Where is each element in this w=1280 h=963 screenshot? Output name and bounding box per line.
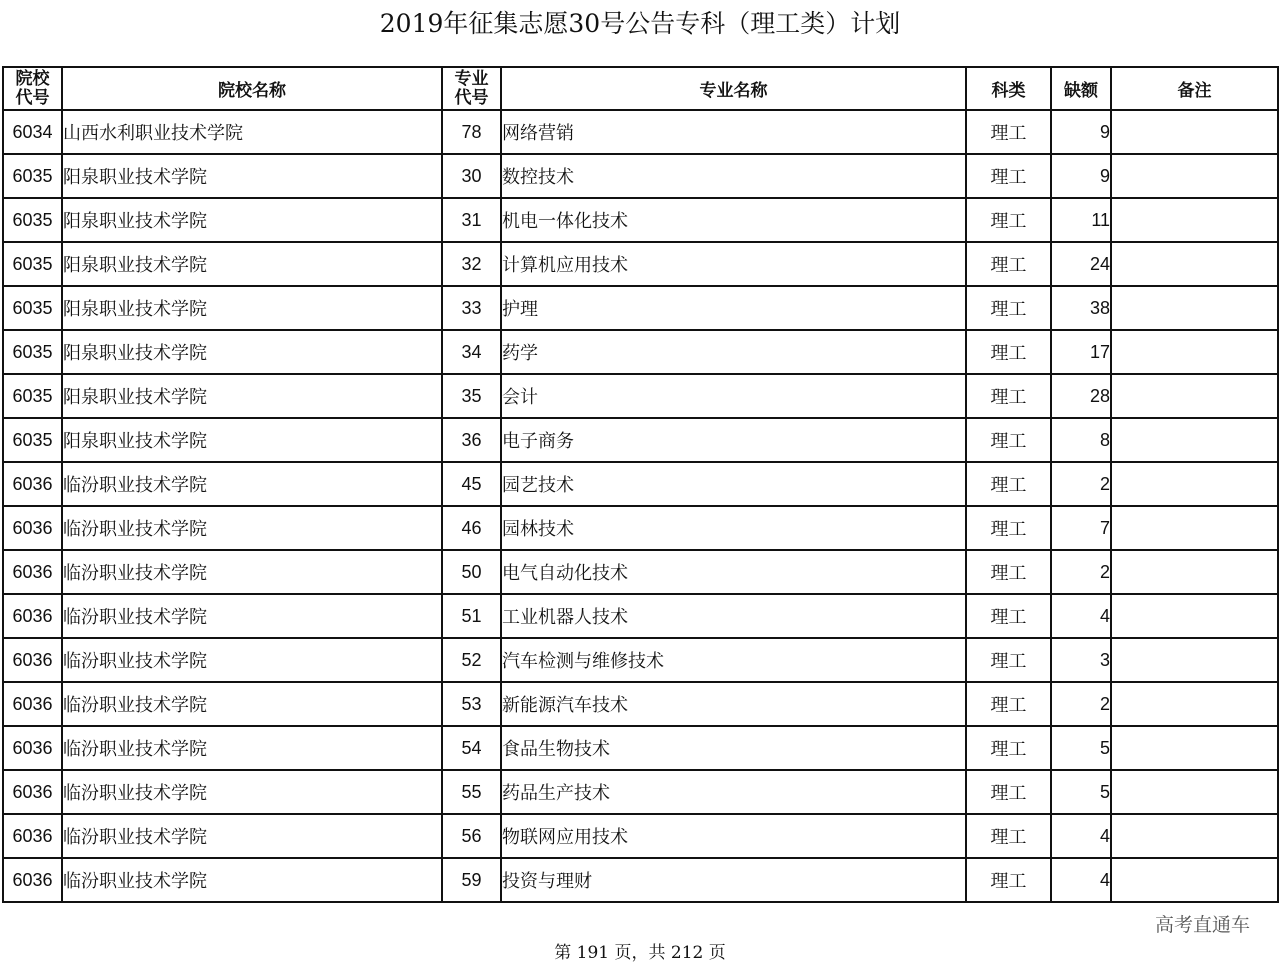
cell-school-code: 6036 xyxy=(3,506,62,550)
cell-quota: 4 xyxy=(1051,814,1111,858)
cell-school-name: 阳泉职业技术学院 xyxy=(62,418,442,462)
cell-major-name: 药学 xyxy=(501,330,966,374)
cell-remarks xyxy=(1111,242,1278,286)
header-major-code-line2: 代号 xyxy=(454,87,489,108)
cell-school-code: 6036 xyxy=(3,770,62,814)
cell-major-name: 工业机器人技术 xyxy=(501,594,966,638)
cell-major-name: 数控技术 xyxy=(501,154,966,198)
header-major-name: 专业名称 xyxy=(501,67,966,110)
cell-school-name: 临汾职业技术学院 xyxy=(62,770,442,814)
table-row xyxy=(3,374,1278,418)
cell-major-name: 园艺技术 xyxy=(501,462,966,506)
cell-school-name: 阳泉职业技术学院 xyxy=(62,198,442,242)
table-row xyxy=(3,242,1278,286)
header-major-code-line1: 专业 xyxy=(454,68,489,89)
header-remarks: 备注 xyxy=(1111,67,1278,110)
cell-quota: 4 xyxy=(1051,594,1111,638)
cell-category: 理工 xyxy=(966,682,1051,726)
cell-remarks xyxy=(1111,858,1278,902)
cell-category: 理工 xyxy=(966,550,1051,594)
table-row xyxy=(3,550,1278,594)
cell-major-code: 36 xyxy=(442,418,501,462)
header-quota: 缺额 xyxy=(1051,67,1111,110)
header-school-code-line2: 代号 xyxy=(15,87,50,108)
cell-major-code: 35 xyxy=(442,374,501,418)
cell-category: 理工 xyxy=(966,198,1051,242)
cell-category: 理工 xyxy=(966,726,1051,770)
cell-major-code: 30 xyxy=(442,154,501,198)
cell-school-code: 6036 xyxy=(3,638,62,682)
page-footer: 第 191 页，共 212 页 xyxy=(554,943,726,963)
cell-major-code: 52 xyxy=(442,638,501,682)
cell-school-code: 6036 xyxy=(3,462,62,506)
cell-quota: 11 xyxy=(1051,198,1111,242)
cell-quota: 9 xyxy=(1051,110,1111,154)
cell-major-name: 新能源汽车技术 xyxy=(501,682,966,726)
cell-remarks xyxy=(1111,198,1278,242)
cell-school-name: 临汾职业技术学院 xyxy=(62,462,442,506)
header-school-name: 院校名称 xyxy=(62,67,442,110)
table-row xyxy=(3,462,1278,506)
cell-school-name: 阳泉职业技术学院 xyxy=(62,242,442,286)
cell-major-name: 园林技术 xyxy=(501,506,966,550)
cell-major-code: 53 xyxy=(442,682,501,726)
cell-major-name: 物联网应用技术 xyxy=(501,814,966,858)
cell-major-code: 45 xyxy=(442,462,501,506)
cell-school-name: 阳泉职业技术学院 xyxy=(62,374,442,418)
cell-school-code: 6036 xyxy=(3,814,62,858)
cell-remarks xyxy=(1111,374,1278,418)
cell-major-name: 计算机应用技术 xyxy=(501,242,966,286)
cell-quota: 28 xyxy=(1051,374,1111,418)
cell-school-name: 临汾职业技术学院 xyxy=(62,638,442,682)
header-major-code xyxy=(442,67,501,110)
cell-major-name: 电子商务 xyxy=(501,418,966,462)
table-row xyxy=(3,726,1278,770)
table-row xyxy=(3,594,1278,638)
document-title: 2019年征集志愿30号公告专科（理工类）计划 xyxy=(379,9,901,38)
cell-school-code: 6036 xyxy=(3,594,62,638)
cell-quota: 38 xyxy=(1051,286,1111,330)
cell-category: 理工 xyxy=(966,506,1051,550)
cell-major-code: 50 xyxy=(442,550,501,594)
table-row xyxy=(3,330,1278,374)
cell-remarks xyxy=(1111,638,1278,682)
cell-major-name: 食品生物技术 xyxy=(501,726,966,770)
cell-school-code: 6035 xyxy=(3,374,62,418)
table-row xyxy=(3,858,1278,902)
cell-major-code: 51 xyxy=(442,594,501,638)
cell-major-code: 32 xyxy=(442,242,501,286)
cell-category: 理工 xyxy=(966,154,1051,198)
cell-remarks xyxy=(1111,418,1278,462)
cell-school-name: 阳泉职业技术学院 xyxy=(62,286,442,330)
header-row xyxy=(3,67,1278,110)
cell-major-code: 59 xyxy=(442,858,501,902)
cell-quota: 5 xyxy=(1051,726,1111,770)
cell-quota: 8 xyxy=(1051,418,1111,462)
cell-school-code: 6035 xyxy=(3,418,62,462)
cell-school-name: 临汾职业技术学院 xyxy=(62,814,442,858)
cell-category: 理工 xyxy=(966,418,1051,462)
cell-school-name: 阳泉职业技术学院 xyxy=(62,330,442,374)
cell-remarks xyxy=(1111,110,1278,154)
table-row xyxy=(3,198,1278,242)
cell-major-name: 电气自动化技术 xyxy=(501,550,966,594)
cell-school-name: 临汾职业技术学院 xyxy=(62,858,442,902)
cell-remarks xyxy=(1111,286,1278,330)
cell-quota: 2 xyxy=(1051,462,1111,506)
cell-remarks xyxy=(1111,814,1278,858)
cell-category: 理工 xyxy=(966,286,1051,330)
cell-school-code: 6035 xyxy=(3,198,62,242)
cell-remarks xyxy=(1111,506,1278,550)
table-row xyxy=(3,110,1278,154)
cell-major-code: 31 xyxy=(442,198,501,242)
header-category: 科类 xyxy=(966,67,1051,110)
cell-school-code: 6035 xyxy=(3,330,62,374)
table-row xyxy=(3,286,1278,330)
cell-category: 理工 xyxy=(966,330,1051,374)
cell-quota: 3 xyxy=(1051,638,1111,682)
cell-category: 理工 xyxy=(966,462,1051,506)
cell-category: 理工 xyxy=(966,814,1051,858)
header-school-code-line1: 院校 xyxy=(15,68,50,89)
cell-major-code: 54 xyxy=(442,726,501,770)
cell-major-code: 56 xyxy=(442,814,501,858)
cell-school-name: 临汾职业技术学院 xyxy=(62,506,442,550)
cell-remarks xyxy=(1111,682,1278,726)
cell-category: 理工 xyxy=(966,858,1051,902)
cell-major-name: 汽车检测与维修技术 xyxy=(501,638,966,682)
cell-remarks xyxy=(1111,594,1278,638)
cell-major-name: 投资与理财 xyxy=(501,858,966,902)
table-row xyxy=(3,638,1278,682)
cell-school-code: 6036 xyxy=(3,682,62,726)
cell-major-name: 会计 xyxy=(501,374,966,418)
watermark: 高考直通车 xyxy=(1154,914,1250,936)
table-row xyxy=(3,770,1278,814)
cell-category: 理工 xyxy=(966,594,1051,638)
cell-major-code: 46 xyxy=(442,506,501,550)
cell-category: 理工 xyxy=(966,242,1051,286)
table-row xyxy=(3,814,1278,858)
table-row xyxy=(3,418,1278,462)
cell-school-name: 临汾职业技术学院 xyxy=(62,726,442,770)
cell-remarks xyxy=(1111,770,1278,814)
cell-quota: 4 xyxy=(1051,858,1111,902)
enrollment-plan-table xyxy=(2,66,1279,903)
cell-remarks xyxy=(1111,726,1278,770)
cell-school-name: 山西水利职业技术学院 xyxy=(62,110,442,154)
cell-quota: 7 xyxy=(1051,506,1111,550)
table-row xyxy=(3,506,1278,550)
table-row xyxy=(3,682,1278,726)
cell-school-name: 临汾职业技术学院 xyxy=(62,550,442,594)
cell-school-code: 6034 xyxy=(3,110,62,154)
cell-major-code: 78 xyxy=(442,110,501,154)
table-header xyxy=(3,67,1278,110)
cell-major-code: 33 xyxy=(442,286,501,330)
cell-school-name: 临汾职业技术学院 xyxy=(62,682,442,726)
cell-remarks xyxy=(1111,550,1278,594)
cell-quota: 2 xyxy=(1051,550,1111,594)
cell-school-code: 6035 xyxy=(3,242,62,286)
cell-major-code: 34 xyxy=(442,330,501,374)
cell-major-name: 药品生产技术 xyxy=(501,770,966,814)
cell-major-name: 网络营销 xyxy=(501,110,966,154)
cell-major-code: 55 xyxy=(442,770,501,814)
cell-school-code: 6036 xyxy=(3,858,62,902)
cell-quota: 5 xyxy=(1051,770,1111,814)
cell-remarks xyxy=(1111,462,1278,506)
table-body xyxy=(3,110,1278,902)
cell-school-code: 6036 xyxy=(3,550,62,594)
cell-quota: 2 xyxy=(1051,682,1111,726)
cell-school-name: 临汾职业技术学院 xyxy=(62,594,442,638)
cell-category: 理工 xyxy=(966,374,1051,418)
table-row xyxy=(3,154,1278,198)
cell-school-code: 6035 xyxy=(3,154,62,198)
cell-category: 理工 xyxy=(966,638,1051,682)
cell-category: 理工 xyxy=(966,770,1051,814)
header-school-code xyxy=(3,67,62,110)
cell-major-name: 护理 xyxy=(501,286,966,330)
cell-quota: 9 xyxy=(1051,154,1111,198)
cell-school-name: 阳泉职业技术学院 xyxy=(62,154,442,198)
cell-category: 理工 xyxy=(966,110,1051,154)
cell-quota: 24 xyxy=(1051,242,1111,286)
cell-school-code: 6035 xyxy=(3,286,62,330)
cell-school-code: 6036 xyxy=(3,726,62,770)
cell-remarks xyxy=(1111,154,1278,198)
cell-major-name: 机电一体化技术 xyxy=(501,198,966,242)
cell-remarks xyxy=(1111,330,1278,374)
cell-quota: 17 xyxy=(1051,330,1111,374)
